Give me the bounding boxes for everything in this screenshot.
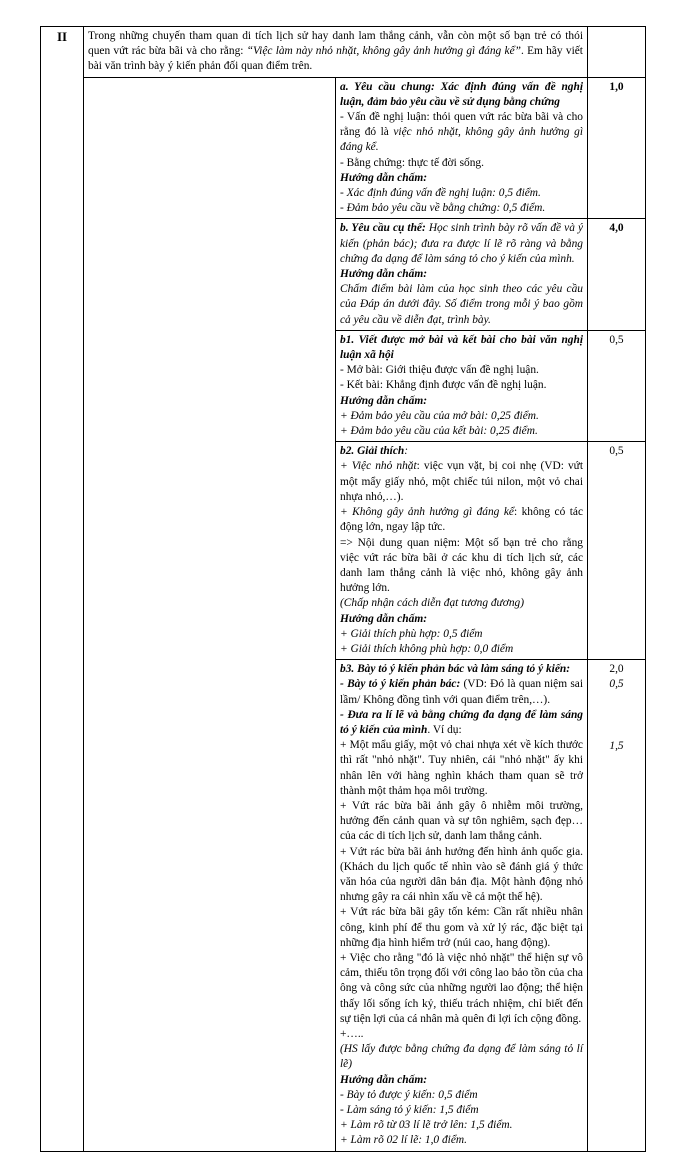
part-b2-line-1-italic: + Việc nhỏ nhặt bbox=[340, 460, 417, 473]
part-b2-line-1 bbox=[340, 459, 583, 505]
part-b1-guide-1: + Đảm bảo yêu cầu của mở bài: 0,25 điểm. bbox=[340, 409, 539, 422]
question-text-a: Trong những chuyến tham quan di tích lịch sử hay danh lam thắng cảnh, vẫn còn một số bạn trẻ có thói quen vứt rác bừa bãi và cho rằng: bbox=[88, 30, 583, 58]
part-b2-line-2-italic: + Không gây ảnh hưởng gì đáng kể bbox=[340, 506, 514, 519]
part-b2-title bbox=[340, 444, 583, 459]
part-b2-line-4: (Chấp nhận cách diễn đạt tương đương) bbox=[340, 597, 525, 610]
part-a-issue bbox=[340, 110, 583, 156]
question-score-cell bbox=[588, 27, 646, 78]
part-b3-item-4: + Vứt rác bừa bãi gây tốn kém: Cần rất nhiều nhân công, kinh phí để thu gom và xử lý rác, đặc biệt tại những địa hình hiểm trở (núi cao, hang động). bbox=[340, 906, 583, 949]
part-a-issue-italic: việc nhỏ nhặt, không gây ảnh hưởng gì đáng kể. bbox=[340, 126, 583, 154]
part-b3-item-2: + Vứt rác bừa bãi ảnh gây ô nhiễm môi trường, hưởng đến cảnh quan và sự tôn nghiêm, sạch đẹp… của các di tích lịch sử, danh lam thắng cảnh. bbox=[340, 799, 583, 843]
part-b1-guide-title: Hướng dẫn chấm: bbox=[340, 394, 427, 407]
part-b3-item-3: + Vứt rác bừa bãi ảnh hưởng đến hình ảnh quốc gia. (Khách du lịch quốc tế nhìn vào sẽ đánh giá ý thức văn hóa của người dân bản địa. Một hành động nhỏ nhưng gây ra cái nhìn xấu về cả một thế hệ). bbox=[340, 845, 583, 904]
part-b-score: 4,0 bbox=[588, 219, 646, 330]
part-a-cell bbox=[336, 77, 588, 219]
part-b-title-rest: Học sinh trình bày rõ vấn đề và ý kiến (phản bác); đưa ra được lí lẽ rõ ràng và bằng chứng đa dạng để làm sáng tỏ cho ý kiến của mình. bbox=[340, 222, 584, 265]
part-b3-item-5: + Việc cho rằng "đó là việc nhỏ nhặt" thể hiện sự vô cảm, thiếu tôn trọng đối với công lao bảo tồn của cha ông và công sức của những người lao động; thể hiện thấy lối sống ích kỷ, thiếu trách nhiệm, chỉ biết đến sự tiện lợi của cá nhân mà quên đi lợi ích cộng đồng. bbox=[340, 951, 583, 1025]
question-text-b: . Em hãy viết bài văn trình bày ý kiến phản đối quan điểm trên. bbox=[88, 45, 583, 73]
part-b2-guide-2: + Giải thích không phù hợp: 0,0 điểm bbox=[340, 642, 514, 655]
part-b3-opinion-rest: (VD: Đó là quan niệm sai lầm/ Không đồng tình với quan điểm trên,…). bbox=[340, 678, 583, 706]
part-b3-guide-2: - Làm sáng tỏ ý kiến: 1,5 điểm bbox=[340, 1104, 479, 1117]
part-b-cell bbox=[336, 219, 588, 330]
part-b-title-bold: b. Yêu cầu cụ thể: bbox=[340, 222, 426, 235]
part-b2-guide-1: + Giải thích phù hợp: 0,5 điểm bbox=[340, 627, 483, 640]
question-row bbox=[41, 27, 646, 78]
part-b1-outro: - Kết bài: Khẳng định được vấn đề nghị luận. bbox=[340, 379, 547, 392]
part-b2-cell bbox=[336, 442, 588, 660]
part-b3-score-reason: 1,5 bbox=[609, 739, 624, 752]
blank-column bbox=[84, 77, 336, 1151]
part-a-score: 1,0 bbox=[588, 77, 646, 219]
part-b3-guide-4: + Làm rõ 02 lí lẽ: 1,0 điểm. bbox=[340, 1134, 467, 1147]
part-a-issue-prefix: - Vấn đề nghị luận: thói quen vứt rác bừa bãi và cho rằng đó là bbox=[340, 111, 583, 139]
part-a-guide-1: - Xác định đúng vấn đề nghị luận: 0,5 điểm. bbox=[340, 187, 541, 200]
part-b1-cell bbox=[336, 330, 588, 441]
part-b3-score-opinion: 0,5 bbox=[609, 678, 624, 691]
part-b3-score-total: 2,0 bbox=[609, 663, 624, 676]
part-b3-cell bbox=[336, 660, 588, 1152]
part-b2-guide-title: Hướng dẫn chấm: bbox=[340, 612, 427, 625]
part-b3-note: (HS lấy được bằng chứng đa dạng để làm sáng tỏ lí lẽ) bbox=[340, 1043, 583, 1071]
part-a-title: a. Yêu cầu chung: Xác định đúng vấn đề nghị luận, đảm bảo yêu cầu về sử dụng bằng chứng bbox=[340, 80, 583, 108]
part-b2-title-bold: b2. Giải thích bbox=[340, 445, 405, 458]
part-b3-title: b3. Bày tỏ ý kiến phản bác và làm sáng tỏ ý kiến: bbox=[340, 663, 571, 676]
part-b3-guide-title: Hướng dẫn chấm: bbox=[340, 1073, 427, 1086]
part-b3-reason bbox=[340, 708, 583, 738]
part-b3-guide-1: - Bày tỏ được ý kiến: 0,5 điểm bbox=[340, 1088, 478, 1101]
question-quote: “Việc làm này nhỏ nhặt, không gây ảnh hưởng gì đáng kể” bbox=[246, 45, 521, 58]
part-b3-reason-bold: - Đưa ra lí lẽ và bằng chứng đa dạng để làm sáng tỏ ý kiến của mình bbox=[340, 708, 583, 736]
part-b3-item-1: + Một mẩu giấy, một vỏ chai nhựa xét về kích thước thì rất "nhỏ nhặt". Tuy nhiên, cái "nhỏ nhặt" ấy khi nhân lên với hàng nghìn khách tham quan sẽ trở thành một thảm họa môi trường. bbox=[340, 739, 583, 797]
part-b1-intro: - Mở bài: Giới thiệu được vấn đề nghị luận. bbox=[340, 364, 539, 377]
part-a-guide-title: Hướng dẫn chấm: bbox=[340, 171, 427, 184]
part-b3-opinion-bold: - Bày tỏ ý kiến phản bác: bbox=[340, 678, 461, 691]
part-a-guide-2: - Đảm bảo yêu cầu về bằng chứng: 0,5 điểm. bbox=[340, 202, 546, 215]
part-b3-item-6: +….. bbox=[340, 1028, 364, 1040]
part-b1-guide-2: + Đảm bảo yêu cầu của kết bài: 0,25 điểm. bbox=[340, 425, 538, 438]
part-b3-opinion bbox=[340, 677, 583, 707]
part-b-guide-text: Chấm điểm bài làm của học sinh theo các yêu cầu của Đáp án dưới đây. Số điểm trong mỗi ý bao gồm cả yêu cầu về diễn đạt, trình bày. bbox=[340, 283, 583, 326]
part-b3-score-cell bbox=[588, 660, 646, 1152]
part-b1-score: 0,5 bbox=[588, 330, 646, 441]
part-b3-reason-rest: . Ví dụ: bbox=[427, 723, 462, 736]
question-cell bbox=[84, 27, 588, 78]
part-b-title bbox=[340, 221, 583, 267]
part-b2-line-1-rest: : việc vụn vặt, bị coi nhẹ (VD: vứt một mẩy giấy nhỏ, một chiếc túi nilon, một vỏ chai nhựa nhỏ,…). bbox=[340, 460, 583, 503]
section-number: II bbox=[41, 27, 84, 1152]
part-a-row bbox=[41, 77, 646, 219]
part-b-guide-title: Hướng dẫn chấm: bbox=[340, 268, 427, 281]
part-b2-line-3: => Nội dung quan niệm: Một số bạn trẻ cho rằng việc vứt rác bừa bãi ở các khu di tích lịch sử, các danh lam thắng cảnh là việc nhỏ, không gây ảnh hưởng lớn. bbox=[340, 536, 583, 595]
scoring-table bbox=[40, 26, 646, 1152]
part-b3-guide-3: + Làm rõ từ 03 lí lẽ trở lên: 1,5 điểm. bbox=[340, 1119, 513, 1132]
part-a-evidence: - Bằng chứng: thực tế đời sống. bbox=[340, 156, 484, 169]
part-b1-title: b1. Viết được mở bài và kết bài cho bài văn nghị luận xã hội bbox=[340, 333, 583, 362]
part-b2-score: 0,5 bbox=[588, 442, 646, 660]
part-b2-title-rest: : bbox=[404, 445, 409, 458]
part-b2-line-2-rest: : không có tác động lớn, ngay lập tức. bbox=[340, 506, 583, 534]
part-b2-line-2 bbox=[340, 505, 583, 535]
